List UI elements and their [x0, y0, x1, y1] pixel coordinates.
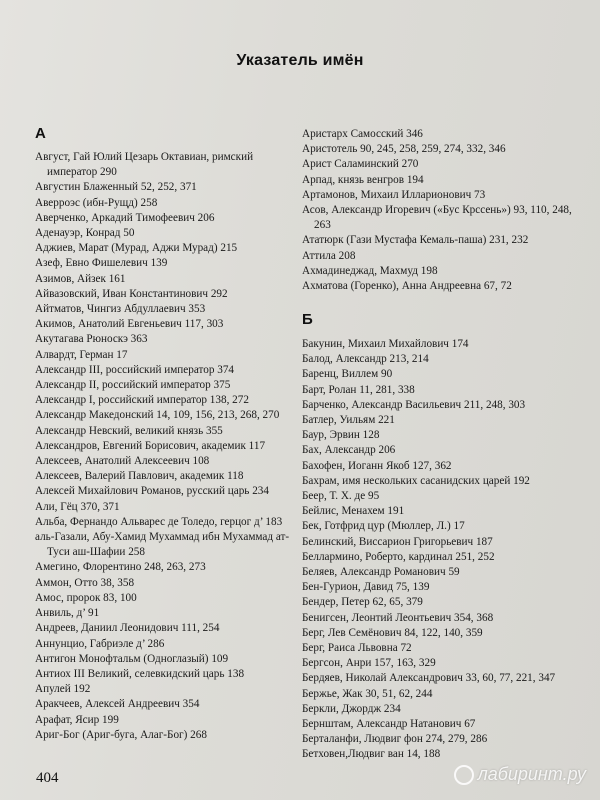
- index-entry: Берг, Лев Семёнович 84, 122, 140, 359: [302, 626, 483, 639]
- index-entry: Беркли, Джордж 234: [302, 702, 401, 715]
- index-entry: Бахрам, имя нескольких сасанидских царей 192: [302, 474, 530, 487]
- index-entry: Батлер, Уильям 221: [302, 414, 395, 427]
- index-entry: Аттила 208: [302, 249, 356, 262]
- index-entry: Бек, Готфрид цур (Мюллер, Л.) 17: [302, 520, 465, 533]
- index-entry: Белинский, Виссарион Григорьевич 187: [302, 535, 493, 548]
- index-entry: Ахмадинеджад, Махмуд 198: [302, 264, 438, 277]
- index-entry: Бернштам, Александр Натанович 67: [302, 718, 476, 731]
- index-entry: Берталанфи, Людвиг фон 274, 279, 286: [302, 733, 488, 746]
- entries-list-a: [35, 150, 297, 743]
- index-entry: Беляев, Александр Романович 59: [302, 566, 460, 579]
- index-entry: Алексей Михайлович Романов, русский царь 234: [35, 485, 269, 498]
- labirint-logo-icon: [454, 765, 474, 785]
- index-entry: Бах, Александр 206: [302, 444, 396, 457]
- index-entry: Аннунцио, Габриэле д’ 286: [35, 637, 165, 650]
- index-entry: Аверченко, Аркадий Тимофеевич 206: [35, 211, 215, 224]
- index-entry: Александр I, российский император 138, 272: [35, 394, 249, 407]
- index-entry: Арист Саламинский 270: [302, 158, 419, 171]
- entries-list-b: [302, 337, 572, 763]
- index-entry: Арпад, князь венгров 194: [302, 173, 424, 186]
- index-entry: Альба, Фернандо Альварес де Толедо, герцог д’ 183: [35, 515, 283, 528]
- index-entry: Ариг-Бог (Ариг-буга, Алаг-Бог) 268: [35, 728, 207, 741]
- index-entry: Артамонов, Михаил Илларионович 73: [302, 188, 486, 201]
- index-entry: Александр Невский, великий князь 355: [35, 424, 223, 437]
- index-entry: Арафат, Ясир 199: [35, 713, 119, 726]
- index-entry: Анвиль, д’ 91: [35, 607, 100, 620]
- index-entry: Августин Блаженный 52, 252, 371: [35, 181, 197, 194]
- index-entry: Баур, Эрвин 128: [302, 429, 380, 442]
- index-entry: Бахофен, Иоганн Якоб 127, 362: [302, 459, 452, 472]
- entries-list-a-cont: [302, 127, 572, 294]
- index-entry: Амос, пророк 83, 100: [35, 591, 137, 604]
- index-entry: Бейлис, Менахем 191: [302, 505, 405, 518]
- index-entry: Ахматова (Горенко), Анна Андреевна 67, 72: [302, 280, 512, 293]
- index-entry: Балод, Александр 213, 214: [302, 353, 429, 366]
- index-entry: Барченко, Александр Васильевич 211, 248, 303: [302, 398, 526, 411]
- index-entry: Баренц, Виллем 90: [302, 368, 393, 381]
- index-entry: Алексеев, Валерий Павлович, академик 118: [35, 470, 244, 483]
- index-entry: Бакунин, Михаил Михайлович 174: [302, 338, 469, 350]
- index-entry: Бергсон, Анри 157, 163, 329: [302, 657, 436, 670]
- index-entry: Берг, Раиса Львовна 72: [302, 642, 412, 655]
- index-entry: Антиох III Великий, селевкидский царь 138: [35, 667, 245, 680]
- index-entry: Алвардт, Герман 17: [35, 348, 128, 361]
- watermark: [454, 764, 586, 785]
- section-letter-a: А: [35, 125, 46, 142]
- index-entry: Аристарх Самосский 346: [302, 128, 423, 140]
- index-entry: Асов, Александр Игоревич («Бус Крссень») 93, 110, 248, 263: [302, 204, 572, 232]
- index-entry: Барт, Ролан 11, 281, 338: [302, 383, 415, 396]
- index-entry: Алексеев, Анатолий Алексеевич 108: [35, 455, 210, 468]
- index-entry: Айтматов, Чингиз Абдуллаевич 353: [35, 303, 206, 316]
- index-entry: Август, Гай Юлий Цезарь Октавиан, римский император 290: [35, 151, 254, 179]
- watermark-text: лабиринт.ру: [477, 764, 586, 784]
- index-entry: Аракчеев, Алексей Андреевич 354: [35, 698, 200, 711]
- index-entry: Аверроэс (ибн-Рущд) 258: [35, 196, 158, 209]
- index-entry: Ататюрк (Гази Мустафа Кемаль-паша) 231, 232: [302, 234, 529, 247]
- index-entry: Аджиев, Марат (Мурад, Аджи Мурад) 215: [35, 242, 238, 255]
- index-entry: Бен-Гурион, Давид 75, 139: [302, 581, 430, 594]
- index-entry: Бендер, Петер 62, 65, 379: [302, 596, 423, 609]
- index-entry: Александр Македонский 14, 109, 156, 213, 268, 270: [35, 409, 280, 422]
- index-entry: Али, Гёц 370, 371: [35, 500, 120, 513]
- index-entry: Александр II, российский император 375: [35, 379, 231, 392]
- index-entry: Бердяев, Николай Александрович 33, 60, 77, 221, 347: [302, 672, 556, 685]
- index-entry: Аденауэр, Конрад 50: [35, 227, 135, 240]
- index-entry: Бержье, Жак 30, 51, 62, 244: [302, 687, 433, 700]
- index-entry: Александр III, российский император 374: [35, 363, 235, 376]
- index-entry: Антигон Монофтальм (Одноглазый) 109: [35, 652, 229, 665]
- index-entry: Андреев, Даниил Леонидович 111, 254: [35, 622, 220, 635]
- index-entry: Айвазовский, Иван Константинович 292: [35, 287, 228, 300]
- page-title: Указатель имён: [236, 52, 364, 69]
- index-entry: Александров, Евгений Борисович, академик 117: [35, 439, 266, 452]
- index-entry: Апулей 192: [35, 683, 91, 696]
- index-entry: Беллармино, Роберто, кардинал 251, 252: [302, 550, 495, 563]
- index-entry: Бетховен,Людвиг ван 14, 188: [302, 748, 441, 761]
- index-entry: Амегино, Флорентино 248, 263, 273: [35, 561, 206, 574]
- index-entry: Акутагава Рюноскэ 363: [35, 333, 148, 346]
- index-entry: Аристотель 90, 245, 258, 259, 274, 332, 346: [302, 143, 506, 156]
- index-entry: Азимов, Айзек 161: [35, 272, 126, 285]
- page-number: 404: [36, 770, 59, 786]
- index-entry: аль-Газали, Абу-Хамид Мухаммад ибн Мухаммад ат-Туси аш-Шафии 258: [35, 531, 290, 559]
- section-letter-b: Б: [302, 311, 313, 328]
- index-entry: Бенигсен, Леонтий Леонтьевич 354, 368: [302, 611, 494, 624]
- index-entry: Азеф, Евно Фишелевич 139: [35, 257, 168, 270]
- index-entry: Беер, Т. Х. де 95: [302, 490, 380, 503]
- index-entry: Аммон, Отто 38, 358: [35, 576, 135, 589]
- index-entry: Акимов, Анатолий Евгеньевич 117, 303: [35, 318, 224, 331]
